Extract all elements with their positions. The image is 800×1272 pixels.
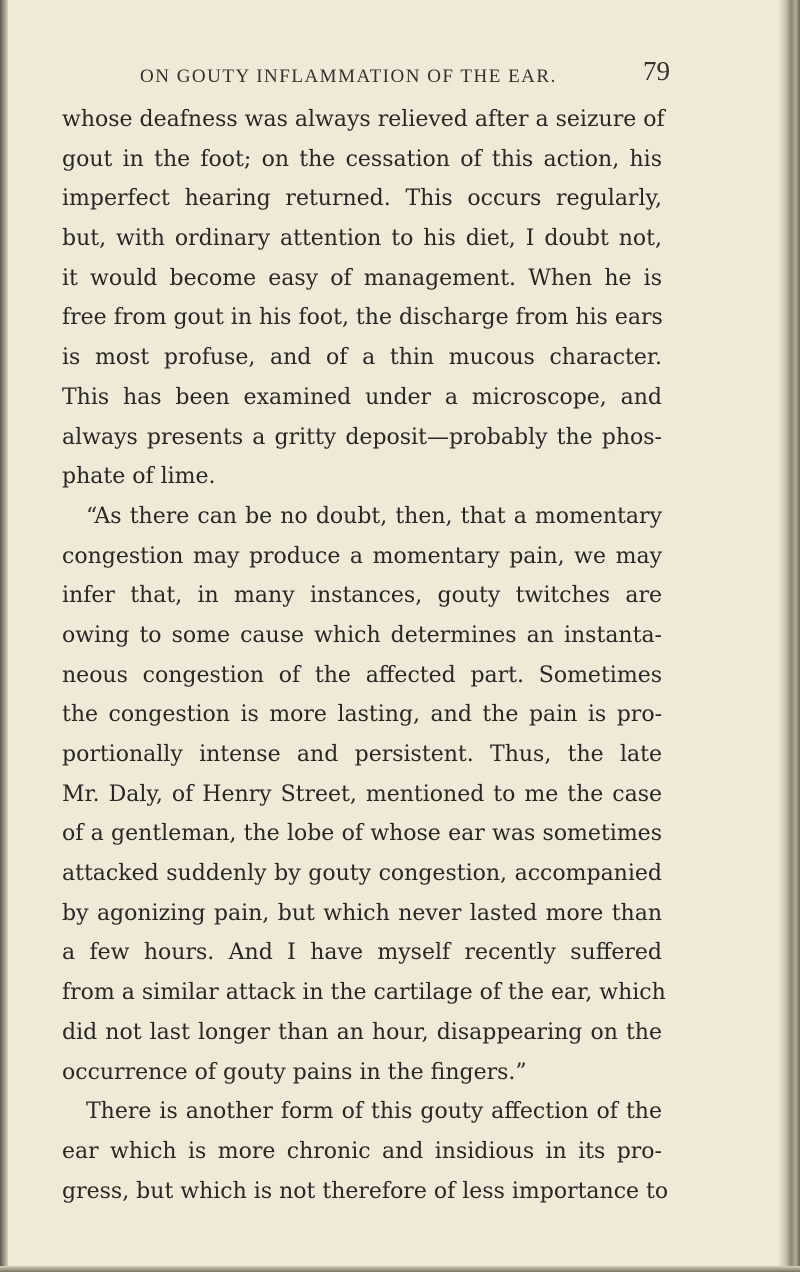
body-text — [62, 100, 669, 1211]
text-line: portionally intense and persistent. Thus, the late — [62, 742, 662, 767]
text-line: “As there can be no doubt, then, that a momentary — [86, 503, 662, 529]
text-line: it would become easy of management. When he is — [62, 265, 662, 291]
text-line: whose deafness was always relieved after a seizure of — [62, 107, 665, 132]
text-line: gress, but which is not therefore of less importance to — [62, 1178, 669, 1204]
text-line: free from gout in his foot, the discharge from his ears — [62, 305, 663, 331]
page-right-edge — [778, 0, 800, 1272]
page-left-edge — [0, 0, 8, 1272]
running-head: ON GOUTY INFLAMMATION OF THE EAR. — [140, 66, 557, 87]
text-line: gout in the foot; on the cessation of this action, his — [62, 146, 662, 172]
text-line: This has been examined under a microscope, and — [62, 384, 662, 410]
text-line: a few hours. And I have myself recently suffered — [62, 940, 662, 966]
text-line: neous congestion of the affected part. Sometimes — [62, 662, 662, 688]
text-line: attacked suddenly by gouty congestion, accompanied — [62, 861, 662, 887]
text-line: imperfect hearing returned. This occurs regularly, — [62, 186, 662, 212]
page-header — [140, 56, 670, 102]
text-line: did not last longer than an hour, disappearing on the — [62, 1019, 662, 1045]
text-line: infer that, in many instances, gouty twitches are — [62, 583, 662, 609]
text-line: congestion may produce a momentary pain, we may — [62, 543, 662, 569]
page-number: 79 — [643, 56, 670, 86]
text-line: ear which is more chronic and insidious in its pro- — [62, 1138, 662, 1164]
text-line: Mr. Daly, of Henry Street, mentioned to me the case — [62, 781, 662, 807]
text-line: the congestion is more lasting, and the pain is pro- — [62, 702, 662, 728]
text-line: phate of lime. — [62, 464, 216, 490]
text-line: always presents a gritty deposit—probably the phos- — [62, 424, 662, 450]
text-line: There is another form of this gouty affection of the — [86, 1099, 662, 1125]
text-line: owing to some cause which determines an instanta- — [62, 622, 662, 648]
text-line: is most profuse, and of a thin mucous character. — [62, 345, 662, 371]
text-line: of a gentleman, the lobe of whose ear was sometimes — [62, 821, 662, 847]
text-line: occurrence of gouty pains in the fingers.” — [62, 1059, 527, 1085]
text-line: from a similar attack in the cartilage of the ear, which — [62, 980, 666, 1006]
text-line: by agonizing pain, but which never lasted more than — [62, 900, 662, 926]
page-bottom-edge — [0, 1266, 800, 1272]
text-line: but, with ordinary attention to his diet, I doubt not, — [62, 226, 662, 252]
